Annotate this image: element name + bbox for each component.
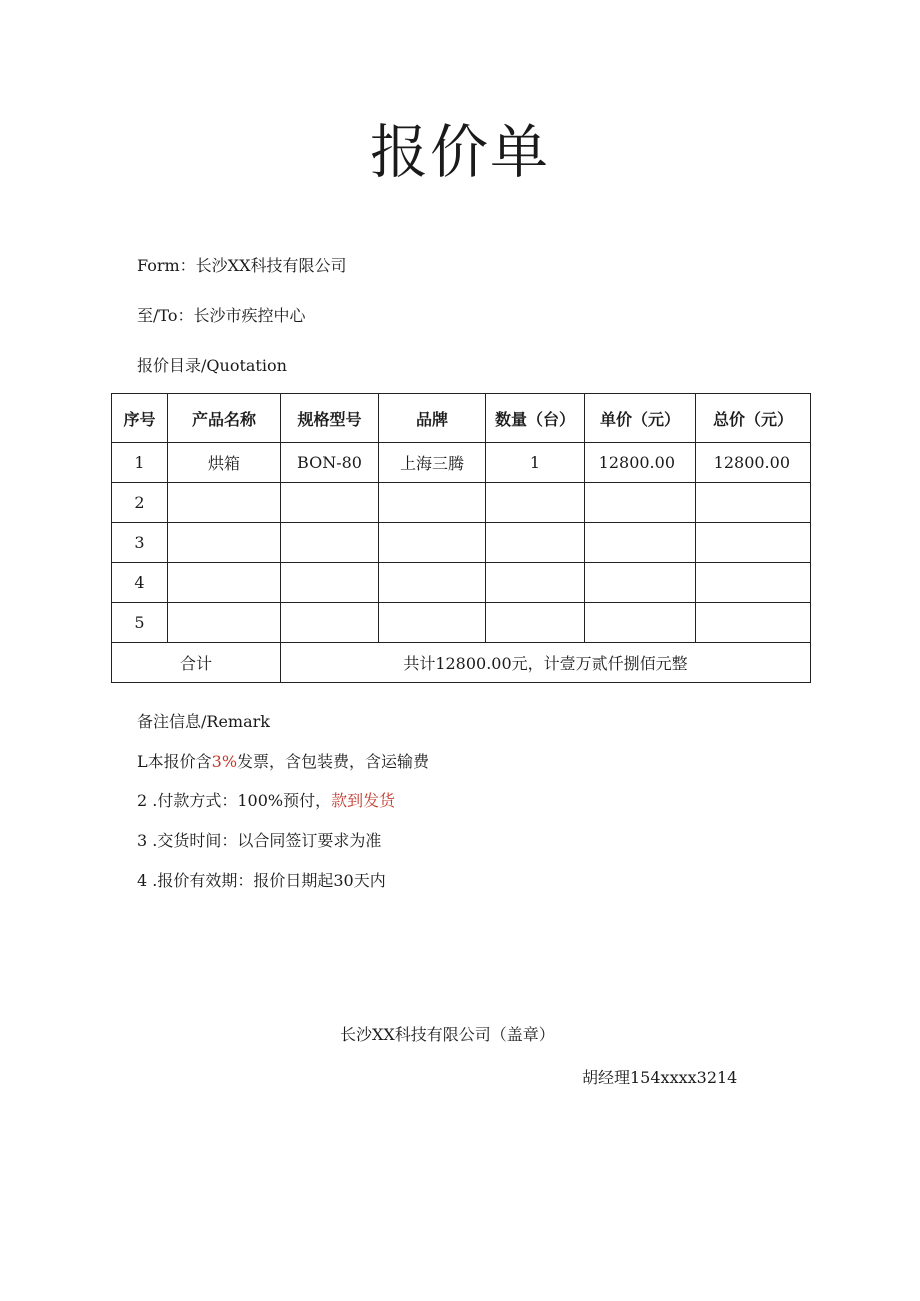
quotation-table xyxy=(111,393,811,683)
cell-unit-price xyxy=(585,483,696,523)
remark-item-1 xyxy=(137,751,429,773)
col-header-model: 规格型号 xyxy=(281,394,379,443)
remark-item-4: 4 .报价有效期：报价日期起30天内 xyxy=(137,871,386,890)
table-row xyxy=(112,603,811,643)
cell-total-price: 12800.00 xyxy=(696,443,811,483)
cell-model xyxy=(281,603,379,643)
cell-model xyxy=(281,523,379,563)
col-header-brand: 品牌 xyxy=(379,394,486,443)
cell-brand xyxy=(379,483,486,523)
remark-item-3: 3 .交货时间：以合同签订要求为准 xyxy=(137,831,382,850)
cell-product xyxy=(168,483,281,523)
cell-model: BON-80 xyxy=(281,443,379,483)
cell-product xyxy=(168,603,281,643)
total-row xyxy=(112,643,811,683)
remark-item-1-prefix: L本报价含 xyxy=(137,752,212,771)
col-header-unit-price: 单价（元） xyxy=(585,394,696,443)
cell-brand xyxy=(379,523,486,563)
cell-total-price xyxy=(696,603,811,643)
table-header-row xyxy=(112,394,811,443)
remark-item-1-suffix: 发票，含包装费，含运输费 xyxy=(237,752,430,771)
cell-brand: 上海三腾 xyxy=(379,443,486,483)
cell-quantity xyxy=(486,603,585,643)
cell-quantity: 1 xyxy=(486,443,585,483)
col-header-product: 产品名称 xyxy=(168,394,281,443)
from-line: Form：长沙XX科技有限公司 xyxy=(137,256,347,275)
cell-quantity xyxy=(486,483,585,523)
cell-model xyxy=(281,563,379,603)
table-row xyxy=(112,563,811,603)
col-header-index: 序号 xyxy=(112,394,168,443)
cell-product xyxy=(168,523,281,563)
cell-quantity xyxy=(486,523,585,563)
col-header-quantity: 数量（台） xyxy=(486,394,585,443)
cell-product: 烘箱 xyxy=(168,443,281,483)
remark-item-2-prefix: 2 .付款方式：100%预付， xyxy=(137,791,332,810)
col-header-total-price: 总价（元） xyxy=(696,394,811,443)
table-row xyxy=(112,483,811,523)
signature-company: 长沙XX科技有限公司（盖章） xyxy=(340,1025,555,1044)
remark-item-2 xyxy=(137,790,395,812)
cell-index: 2 xyxy=(112,483,168,523)
to-line: 至/To：长沙市疾控中心 xyxy=(137,306,306,325)
remark-item-1-highlight: 3% xyxy=(211,752,238,771)
cell-index: 3 xyxy=(112,523,168,563)
cell-brand xyxy=(379,603,486,643)
cell-unit-price xyxy=(585,603,696,643)
cell-index: 4 xyxy=(112,563,168,603)
cell-quantity xyxy=(486,563,585,603)
total-value: 共计12800.00元，计壹万贰仟捌佰元整 xyxy=(281,643,811,683)
remarks-heading: 备注信息/Remark xyxy=(137,712,270,731)
cell-total-price xyxy=(696,483,811,523)
document-title: 报价单 xyxy=(369,118,550,186)
cell-model xyxy=(281,483,379,523)
signature-contact: 胡经理154xxxx3214 xyxy=(582,1068,738,1087)
table-row xyxy=(112,523,811,563)
cell-unit-price: 12800.00 xyxy=(585,443,696,483)
remark-item-2-highlight: 款到发货 xyxy=(331,791,396,810)
cell-product xyxy=(168,563,281,603)
cell-index: 1 xyxy=(112,443,168,483)
cell-unit-price xyxy=(585,563,696,603)
cell-unit-price xyxy=(585,523,696,563)
cell-total-price xyxy=(696,523,811,563)
cell-index: 5 xyxy=(112,603,168,643)
total-label: 合计 xyxy=(112,643,281,683)
cell-total-price xyxy=(696,563,811,603)
table-row xyxy=(112,443,811,483)
catalog-heading: 报价目录/Quotation xyxy=(137,356,287,375)
cell-brand xyxy=(379,563,486,603)
